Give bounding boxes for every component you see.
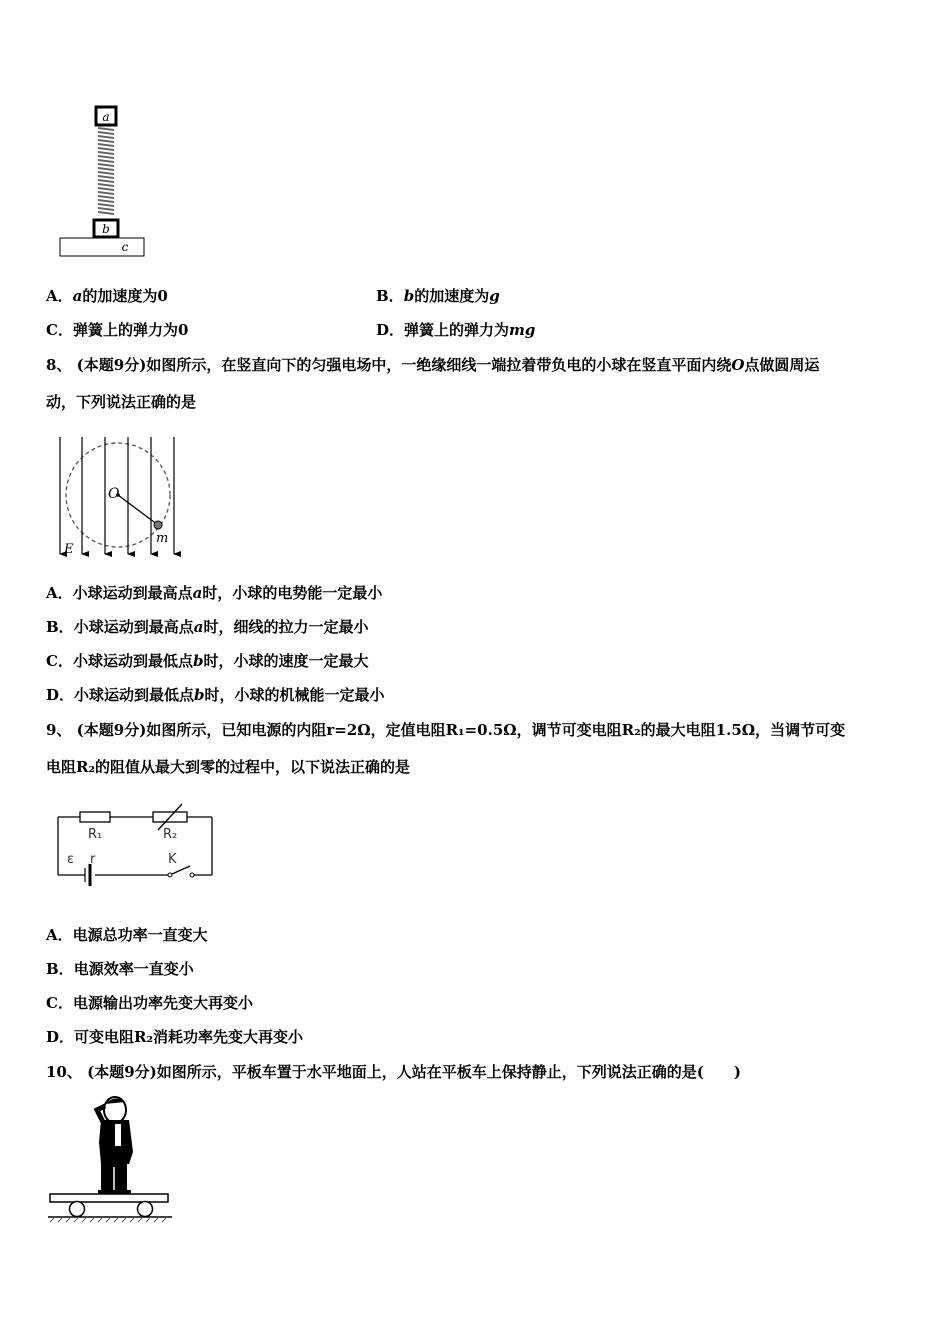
q9-option-b[interactable]: B．电源效率一直变小 xyxy=(46,960,194,978)
q10-stem: 10、 (本题9分)如图所示，平板车置于水平地面上，人站在平板车上保持静止，下列说法正确的是( ) xyxy=(46,1063,741,1081)
circuit-figure xyxy=(50,800,220,895)
q8-stem-line1: 8、 (本题9分)如图所示，在竖直向下的匀强电场中，一绝缘细线一端拉着带负电的小球在竖直平面内绕O点做圆周运 xyxy=(46,356,820,374)
internal-r-label: r xyxy=(90,852,96,867)
r2-label: R₂ xyxy=(163,827,178,842)
mass-m-label: m xyxy=(156,531,169,546)
q7-option-a[interactable]: A．a的加速度为0 xyxy=(46,287,168,305)
person-on-cart-figure xyxy=(45,1092,180,1227)
q8-option-c[interactable]: C．小球运动到最低点b时，小球的速度一定最大 xyxy=(46,652,369,670)
q7-option-d[interactable]: D．弹簧上的弹力为mg xyxy=(376,321,536,339)
center-o-label: O xyxy=(108,486,120,502)
q9-option-a[interactable]: A．电源总功率一直变大 xyxy=(46,926,208,944)
q8-stem-line2: 动，下列说法正确的是 xyxy=(46,393,197,411)
block-a-label: a xyxy=(102,110,110,124)
q9-option-d[interactable]: D．可变电阻R₂消耗功率先变大再变小 xyxy=(46,1028,304,1046)
switch-k-label: K xyxy=(168,852,177,867)
emf-label: ε xyxy=(67,852,75,867)
q9-option-c[interactable]: C．电源输出功率先变大再变小 xyxy=(46,994,253,1012)
q8-option-b[interactable]: B．小球运动到最高点a时，细线的拉力一定最小 xyxy=(46,618,369,636)
q9-stem-line2: 电阻R₂的阻值从最大到零的过程中，以下说法正确的是 xyxy=(46,758,411,776)
field-e-label: E xyxy=(64,542,74,557)
q7-option-b[interactable]: B．b的加速度为g xyxy=(376,287,500,305)
base-c-label: c xyxy=(121,240,129,254)
r1-label: R₁ xyxy=(88,827,103,842)
q8-option-a[interactable]: A．小球运动到最高点a时，小球的电势能一定最小 xyxy=(46,584,383,602)
q8-option-d[interactable]: D．小球运动到最低点b时，小球的机械能一定最小 xyxy=(46,686,385,704)
q7-option-c[interactable]: C．弹簧上的弹力为0 xyxy=(46,321,189,339)
spring-blocks-figure xyxy=(55,100,155,260)
block-b-label: b xyxy=(102,222,110,236)
electric-field-circle-figure xyxy=(50,432,185,562)
q9-stem-line1: 9、 (本题9分)如图所示，已知电源的内阻r=2Ω，定值电阻R₁=0.5Ω，调节可变电阻R₂的最大电阻1.5Ω，当调节可变 xyxy=(46,721,846,739)
